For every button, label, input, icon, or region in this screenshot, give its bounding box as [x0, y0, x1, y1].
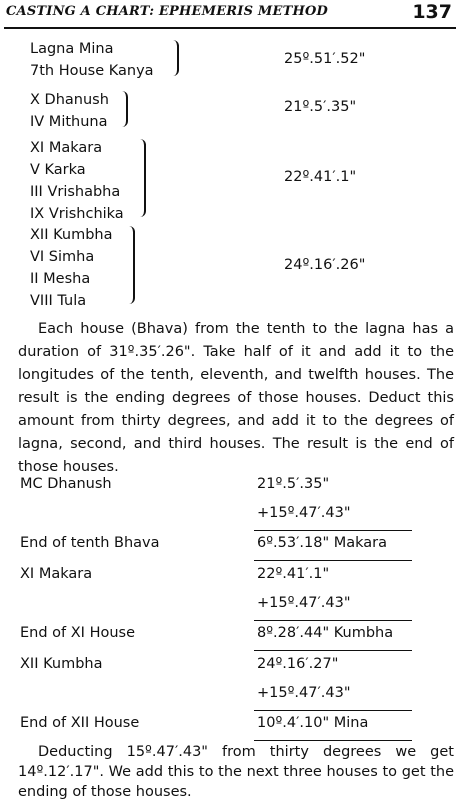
- sum-rule: [254, 560, 412, 561]
- calc-label: XII Kumbha: [20, 656, 103, 672]
- body-paragraph: Each house (Bhava) from the tenth to the lagna has a duration of 31º.35′.26". Take half of it and add it to the longitudes of the tenth, eleventh, and twelfth houses. The result is the ending degrees of those houses. Deduct this amount from thirty degrees, and add it to the degrees of lagna, second, and third houses. The result is the end of those houses.: [18, 321, 454, 475]
- house-name: III Vrishabha: [30, 184, 121, 200]
- calc-value: 24º.16′.27": [257, 656, 339, 672]
- grouping-brace: [121, 91, 128, 127]
- calc-value: +15º.47′.43": [257, 685, 351, 701]
- calc-label: End of tenth Bhava: [20, 535, 160, 551]
- calc-value: +15º.47′.43": [257, 505, 351, 521]
- sum-rule: [254, 740, 412, 741]
- calc-value: 22º.41′.1": [257, 566, 330, 582]
- house-group: [30, 137, 430, 225]
- calc-row: [0, 656, 460, 682]
- house-name: XII Kumbha: [30, 227, 113, 243]
- calc-row: [0, 535, 460, 561]
- calc-row: [0, 685, 460, 711]
- calc-row: [0, 595, 460, 621]
- house-degree: 21º.5′.35": [284, 99, 357, 115]
- house-group: [30, 224, 430, 312]
- calc-label: End of XII House: [20, 715, 140, 731]
- calc-label: XI Makara: [20, 566, 93, 582]
- house-name: V Karka: [30, 162, 86, 178]
- house-name: VI Simha: [30, 249, 95, 265]
- house-degree: 25º.51′.52": [284, 51, 366, 67]
- sum-rule: [254, 650, 412, 651]
- calc-value: 10º.4′.10" Mina: [257, 715, 369, 731]
- calc-row: [0, 566, 460, 592]
- calc-value: 21º.5′.35": [257, 476, 330, 492]
- body-paragraph: Deducting 15º.47′.43" from thirty degrees we get 14º.12′.17". We add this to the next three houses to get the ending of those houses.: [18, 744, 454, 800]
- house-degree: 22º.41′.1": [284, 169, 357, 185]
- calc-row: [0, 715, 460, 741]
- house-name: X Dhanush: [30, 92, 109, 108]
- house-name: Lagna Mina: [30, 41, 114, 57]
- house-name: IX Vrishchika: [30, 206, 124, 222]
- calc-row: [0, 505, 460, 531]
- grouping-brace: [172, 40, 179, 76]
- house-group: [30, 89, 430, 133]
- calc-row: [0, 625, 460, 651]
- chapter-title: CASTING A CHART: EPHEMERIS METHOD: [6, 4, 328, 19]
- calc-label: MC Dhanush: [20, 476, 112, 492]
- house-degree: 24º.16′.26": [284, 257, 366, 273]
- page-number: 137: [412, 1, 452, 23]
- house-name: II Mesha: [30, 271, 91, 287]
- house-name: VIII Tula: [30, 293, 87, 309]
- sum-rule: [254, 710, 412, 711]
- sum-rule: [254, 620, 412, 621]
- calc-value: 6º.53′.18" Makara: [257, 535, 388, 551]
- calc-row: [0, 476, 460, 502]
- grouping-brace: [140, 139, 146, 217]
- calc-value: 8º.28′.44" Kumbha: [257, 625, 394, 641]
- house-group: [30, 38, 430, 82]
- running-header: [4, 0, 456, 29]
- grouping-brace: [129, 226, 135, 304]
- house-name: XI Makara: [30, 140, 103, 156]
- calc-value: +15º.47′.43": [257, 595, 351, 611]
- house-name: 7th House Kanya: [30, 63, 154, 79]
- house-name: IV Mithuna: [30, 114, 108, 130]
- sum-rule: [254, 530, 412, 531]
- calc-label: End of XI House: [20, 625, 136, 641]
